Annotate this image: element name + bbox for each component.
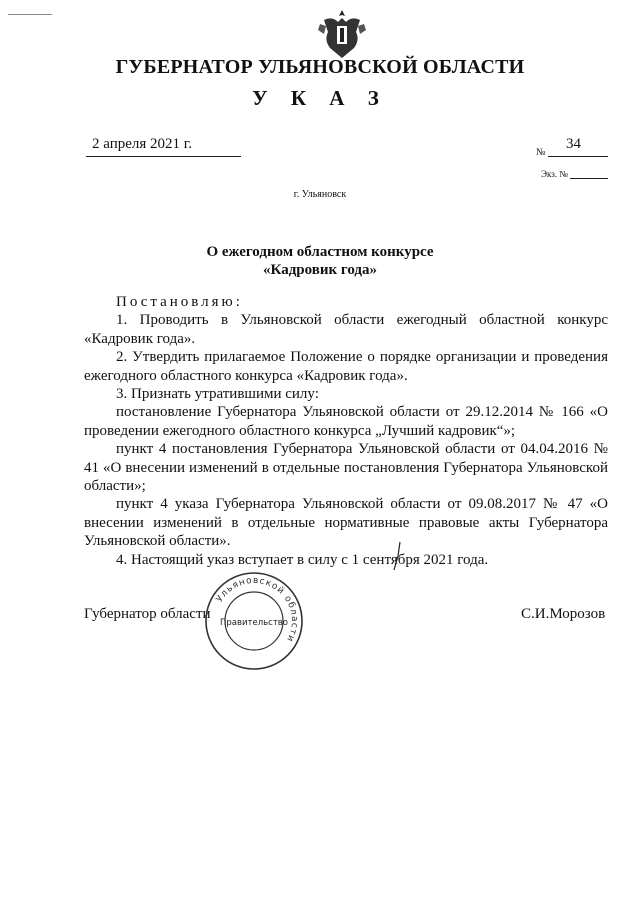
paragraph-4: 4. Настоящий указ вступает в силу с 1 сентября 2021 года.	[116, 551, 489, 568]
number-underline	[548, 156, 608, 157]
date-underline	[86, 156, 241, 157]
paragraph-3-item-1: постановление Губернатора Ульяновской области от 29.12.2014 № 166 «О проведении ежегодного областного конкурса „Лучший кадровик“»;	[84, 404, 608, 439]
document-number: 34	[566, 136, 581, 152]
paragraph-preamble: Постановляю:	[116, 294, 243, 310]
document-date: 2 апреля 2021 г.	[92, 136, 192, 152]
copy-number-underline	[570, 178, 608, 179]
handwritten-mark	[360, 536, 420, 576]
seal-ring-text: Ульяновской области	[214, 575, 300, 644]
paragraph-2: 2. Утвердить прилагаемое Положение о порядке организации и проведения ежегодного областного конкурса «Кадровик года».	[84, 349, 608, 384]
document-heading	[0, 243, 640, 279]
city: г. Ульяновск	[293, 189, 347, 200]
signatory-name: С.И.Морозов	[521, 606, 606, 622]
heading-line-1: О ежегодном областном конкурсе	[206, 244, 434, 260]
organization-title: ГУБЕРНАТОР УЛЬЯНОВСКОЙ ОБЛАСТИ	[115, 56, 525, 78]
copy-number-label: Экз. №	[541, 169, 568, 179]
paragraph-3-item-2: пункт 4 постановления Губернатора Ульяновской области от 04.04.2016 № 41 «О внесении изменений в отдельные постановления Губернатора Ульяновской области»;	[84, 441, 608, 495]
heading-line-2: «Кадровик года»	[263, 262, 377, 278]
paragraph-1: 1. Проводить в Ульяновской области ежегодный областной конкурс «Кадровик года».	[84, 312, 608, 347]
number-sign: №	[536, 147, 546, 158]
document-type: У К А З	[252, 86, 388, 110]
signatory-position: Губернатор области	[84, 606, 211, 622]
corner-mark	[8, 14, 52, 15]
paragraph-3: 3. Признать утратившими силу:	[116, 386, 319, 403]
seal-center-text: Правительство	[220, 618, 288, 628]
official-seal	[203, 570, 305, 672]
paragraph-3-item-3: пункт 4 указа Губернатора Ульяновской области от 09.08.2017 № 47 «О внесении изменений в отдельные нормативные правовые акты Губернатора Ульяновской области».	[84, 496, 608, 550]
coat-of-arms-emblem	[314, 6, 370, 62]
document-body	[84, 293, 608, 569]
